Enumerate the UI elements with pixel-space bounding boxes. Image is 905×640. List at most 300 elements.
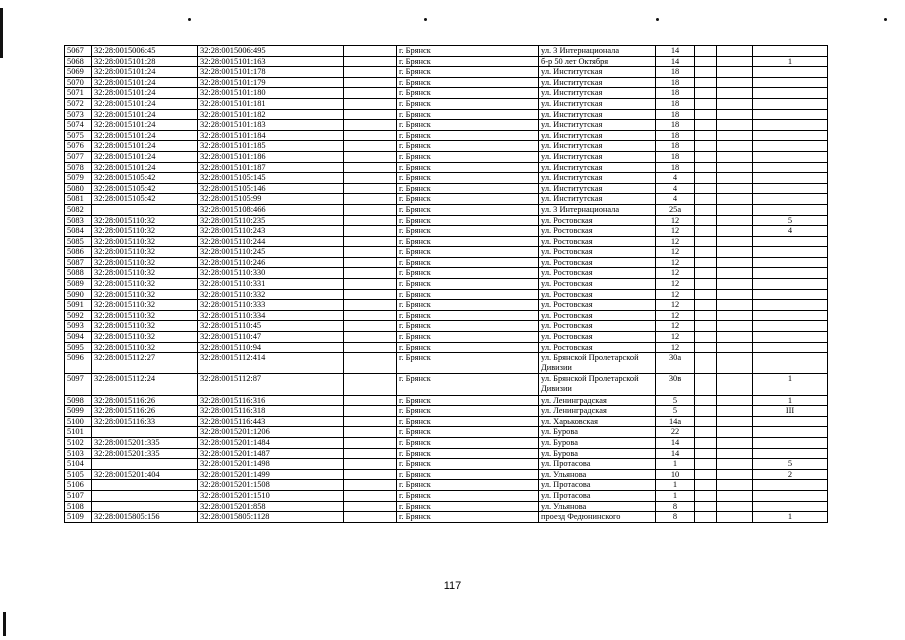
table-row bbox=[65, 501, 828, 512]
house-number-cell: 18 bbox=[656, 88, 695, 99]
street-cell: ул. 3 Интернационала bbox=[539, 204, 656, 215]
house-number-cell: 12 bbox=[656, 321, 695, 332]
land-cadastral-number-cell: 32:28:0015110:32 bbox=[92, 300, 198, 311]
city-cell: г. Брянск bbox=[397, 151, 539, 162]
row-number-cell: 5072 bbox=[65, 98, 92, 109]
table-row bbox=[65, 109, 828, 120]
row-number-cell: 5074 bbox=[65, 120, 92, 131]
row-number-cell: 5108 bbox=[65, 501, 92, 512]
structure-cell bbox=[717, 300, 753, 311]
city-cell: г. Брянск bbox=[397, 88, 539, 99]
empty-column-cell bbox=[344, 437, 397, 448]
apartment-cell bbox=[753, 194, 828, 205]
house-number-cell: 4 bbox=[656, 173, 695, 184]
house-number-cell: 12 bbox=[656, 268, 695, 279]
city-cell: г. Брянск bbox=[397, 162, 539, 173]
land-cadastral-number-cell bbox=[92, 459, 198, 470]
land-cadastral-number-cell: 32:28:0015101:24 bbox=[92, 141, 198, 152]
city-cell: г. Брянск bbox=[397, 46, 539, 57]
object-cadastral-number-cell: 32:28:0015101:186 bbox=[198, 151, 344, 162]
row-number-cell: 5096 bbox=[65, 353, 92, 374]
city-cell: г. Брянск bbox=[397, 183, 539, 194]
city-cell: г. Брянск bbox=[397, 374, 539, 395]
apartment-cell bbox=[753, 448, 828, 459]
land-cadastral-number-cell: 32:28:0015101:24 bbox=[92, 151, 198, 162]
empty-column-cell bbox=[344, 374, 397, 395]
street-cell: ул. Институтская bbox=[539, 130, 656, 141]
land-cadastral-number-cell: 32:28:0015110:32 bbox=[92, 310, 198, 321]
house-number-cell: 14 bbox=[656, 448, 695, 459]
street-cell: ул. Ростовская bbox=[539, 247, 656, 258]
house-number-cell: 18 bbox=[656, 141, 695, 152]
object-cadastral-number-cell: 32:28:0015110:246 bbox=[198, 257, 344, 268]
building-cell bbox=[695, 310, 717, 321]
house-number-cell: 4 bbox=[656, 194, 695, 205]
row-number-cell: 5099 bbox=[65, 406, 92, 417]
street-cell: ул. Брянской Пролетарской Дивизии bbox=[539, 353, 656, 374]
table-row bbox=[65, 448, 828, 459]
object-cadastral-number-cell: 32:28:0015112:87 bbox=[198, 374, 344, 395]
object-cadastral-number-cell: 32:28:0015101:180 bbox=[198, 88, 344, 99]
row-number-cell: 5106 bbox=[65, 480, 92, 491]
building-cell bbox=[695, 374, 717, 395]
street-cell: ул. Институтская bbox=[539, 183, 656, 194]
house-number-cell: 25а bbox=[656, 204, 695, 215]
structure-cell bbox=[717, 162, 753, 173]
row-number-cell: 5085 bbox=[65, 236, 92, 247]
city-cell: г. Брянск bbox=[397, 194, 539, 205]
building-cell bbox=[695, 416, 717, 427]
land-cadastral-number-cell bbox=[92, 427, 198, 438]
structure-cell bbox=[717, 173, 753, 184]
punch-dot bbox=[424, 18, 427, 21]
street-cell: ул. Ростовская bbox=[539, 310, 656, 321]
row-number-cell: 5105 bbox=[65, 469, 92, 480]
street-cell: ул. Ростовская bbox=[539, 279, 656, 290]
apartment-cell: 1 bbox=[753, 395, 828, 406]
land-cadastral-number-cell bbox=[92, 490, 198, 501]
land-cadastral-number-cell: 32:28:0015105:42 bbox=[92, 183, 198, 194]
city-cell: г. Брянск bbox=[397, 130, 539, 141]
street-cell: ул. Харьковская bbox=[539, 416, 656, 427]
object-cadastral-number-cell: 32:28:0015101:185 bbox=[198, 141, 344, 152]
empty-column-cell bbox=[344, 332, 397, 343]
building-cell bbox=[695, 236, 717, 247]
city-cell: г. Брянск bbox=[397, 342, 539, 353]
land-cadastral-number-cell: 32:28:0015101:28 bbox=[92, 56, 198, 67]
land-cadastral-number-cell: 32:28:0015201:335 bbox=[92, 437, 198, 448]
street-cell: ул. Институтская bbox=[539, 141, 656, 152]
house-number-cell: 18 bbox=[656, 67, 695, 78]
house-number-cell: 14 bbox=[656, 56, 695, 67]
apartment-cell bbox=[753, 490, 828, 501]
land-cadastral-number-cell bbox=[92, 501, 198, 512]
empty-column-cell bbox=[344, 416, 397, 427]
table-row bbox=[65, 353, 828, 374]
apartment-cell bbox=[753, 151, 828, 162]
object-cadastral-number-cell: 32:28:0015110:235 bbox=[198, 215, 344, 226]
structure-cell bbox=[717, 67, 753, 78]
empty-column-cell bbox=[344, 215, 397, 226]
city-cell: г. Брянск bbox=[397, 215, 539, 226]
house-number-cell: 10 bbox=[656, 469, 695, 480]
land-cadastral-number-cell: 32:28:0015101:24 bbox=[92, 67, 198, 78]
structure-cell bbox=[717, 437, 753, 448]
city-cell: г. Брянск bbox=[397, 395, 539, 406]
street-cell: ул. Бурова bbox=[539, 437, 656, 448]
row-number-cell: 5093 bbox=[65, 321, 92, 332]
empty-column-cell bbox=[344, 512, 397, 523]
empty-column-cell bbox=[344, 204, 397, 215]
table-row bbox=[65, 512, 828, 523]
table-row bbox=[65, 310, 828, 321]
row-number-cell: 5092 bbox=[65, 310, 92, 321]
city-cell: г. Брянск bbox=[397, 67, 539, 78]
land-cadastral-number-cell: 32:28:0015105:42 bbox=[92, 173, 198, 184]
city-cell: г. Брянск bbox=[397, 512, 539, 523]
house-number-cell: 8 bbox=[656, 501, 695, 512]
street-cell: б-р 50 лет Октября bbox=[539, 56, 656, 67]
house-number-cell: 12 bbox=[656, 300, 695, 311]
house-number-cell: 18 bbox=[656, 98, 695, 109]
land-cadastral-number-cell: 32:28:0015110:32 bbox=[92, 247, 198, 258]
structure-cell bbox=[717, 448, 753, 459]
land-cadastral-number-cell: 32:28:0015805:156 bbox=[92, 512, 198, 523]
building-cell bbox=[695, 46, 717, 57]
object-cadastral-number-cell: 32:28:0015110:45 bbox=[198, 321, 344, 332]
house-number-cell: 14 bbox=[656, 437, 695, 448]
apartment-cell bbox=[753, 67, 828, 78]
apartment-cell: 5 bbox=[753, 215, 828, 226]
table-row bbox=[65, 236, 828, 247]
scan-edge-mark bbox=[0, 8, 3, 58]
object-cadastral-number-cell: 32:28:0015101:179 bbox=[198, 77, 344, 88]
page-number: 117 bbox=[443, 580, 462, 592]
object-cadastral-number-cell: 32:28:0015110:332 bbox=[198, 289, 344, 300]
apartment-cell bbox=[753, 247, 828, 258]
structure-cell bbox=[717, 46, 753, 57]
object-cadastral-number-cell: 32:28:0015116:316 bbox=[198, 395, 344, 406]
street-cell: ул. Ростовская bbox=[539, 236, 656, 247]
table-row bbox=[65, 67, 828, 78]
object-cadastral-number-cell: 32:28:0015110:334 bbox=[198, 310, 344, 321]
object-cadastral-number-cell: 32:28:0015805:1128 bbox=[198, 512, 344, 523]
row-number-cell: 5100 bbox=[65, 416, 92, 427]
table-row bbox=[65, 427, 828, 438]
house-number-cell: 18 bbox=[656, 109, 695, 120]
land-cadastral-number-cell: 32:28:0015101:24 bbox=[92, 98, 198, 109]
object-cadastral-number-cell: 32:28:0015201:1510 bbox=[198, 490, 344, 501]
empty-column-cell bbox=[344, 77, 397, 88]
house-number-cell: 1 bbox=[656, 490, 695, 501]
structure-cell bbox=[717, 374, 753, 395]
city-cell: г. Брянск bbox=[397, 459, 539, 470]
table-row bbox=[65, 332, 828, 343]
apartment-cell bbox=[753, 162, 828, 173]
empty-column-cell bbox=[344, 406, 397, 417]
punch-dot bbox=[884, 18, 887, 21]
street-cell: ул. Институтская bbox=[539, 162, 656, 173]
empty-column-cell bbox=[344, 469, 397, 480]
empty-column-cell bbox=[344, 98, 397, 109]
object-cadastral-number-cell: 32:28:0015201:1487 bbox=[198, 448, 344, 459]
street-cell: ул. Бурова bbox=[539, 427, 656, 438]
street-cell: ул. Институтская bbox=[539, 67, 656, 78]
empty-column-cell bbox=[344, 109, 397, 120]
table-row bbox=[65, 469, 828, 480]
table-row bbox=[65, 162, 828, 173]
apartment-cell bbox=[753, 268, 828, 279]
house-number-cell: 22 bbox=[656, 427, 695, 438]
row-number-cell: 5078 bbox=[65, 162, 92, 173]
row-number-cell: 5088 bbox=[65, 268, 92, 279]
table-row bbox=[65, 480, 828, 491]
punch-dot bbox=[656, 18, 659, 21]
city-cell: г. Брянск bbox=[397, 173, 539, 184]
row-number-cell: 5068 bbox=[65, 56, 92, 67]
house-number-cell: 1 bbox=[656, 459, 695, 470]
apartment-cell: 1 bbox=[753, 512, 828, 523]
row-number-cell: 5067 bbox=[65, 46, 92, 57]
house-number-cell: 18 bbox=[656, 120, 695, 131]
table-row bbox=[65, 374, 828, 395]
structure-cell bbox=[717, 459, 753, 470]
structure-cell bbox=[717, 141, 753, 152]
building-cell bbox=[695, 490, 717, 501]
structure-cell bbox=[717, 98, 753, 109]
land-cadastral-number-cell: 32:28:0015101:24 bbox=[92, 109, 198, 120]
empty-column-cell bbox=[344, 183, 397, 194]
table-row bbox=[65, 194, 828, 205]
street-cell: ул. Бурова bbox=[539, 448, 656, 459]
structure-cell bbox=[717, 268, 753, 279]
apartment-cell bbox=[753, 289, 828, 300]
apartment-cell bbox=[753, 120, 828, 131]
object-cadastral-number-cell: 32:28:0015101:187 bbox=[198, 162, 344, 173]
scan-edge-mark-bottom bbox=[3, 612, 6, 636]
object-cadastral-number-cell: 32:28:0015112:414 bbox=[198, 353, 344, 374]
building-cell bbox=[695, 268, 717, 279]
apartment-cell bbox=[753, 437, 828, 448]
house-number-cell: 14 bbox=[656, 46, 695, 57]
row-number-cell: 5069 bbox=[65, 67, 92, 78]
house-number-cell: 12 bbox=[656, 279, 695, 290]
structure-cell bbox=[717, 109, 753, 120]
street-cell: ул. Протасова bbox=[539, 480, 656, 491]
row-number-cell: 5082 bbox=[65, 204, 92, 215]
empty-column-cell bbox=[344, 342, 397, 353]
house-number-cell: 12 bbox=[656, 332, 695, 343]
building-cell bbox=[695, 300, 717, 311]
house-number-cell: 1 bbox=[656, 480, 695, 491]
land-cadastral-number-cell: 32:28:0015110:32 bbox=[92, 236, 198, 247]
empty-column-cell bbox=[344, 279, 397, 290]
table-row bbox=[65, 300, 828, 311]
building-cell bbox=[695, 151, 717, 162]
street-cell: ул. Ростовская bbox=[539, 226, 656, 237]
building-cell bbox=[695, 215, 717, 226]
row-number-cell: 5095 bbox=[65, 342, 92, 353]
building-cell bbox=[695, 395, 717, 406]
structure-cell bbox=[717, 321, 753, 332]
structure-cell bbox=[717, 501, 753, 512]
building-cell bbox=[695, 427, 717, 438]
object-cadastral-number-cell: 32:28:0015110:244 bbox=[198, 236, 344, 247]
structure-cell bbox=[717, 480, 753, 491]
table-row bbox=[65, 173, 828, 184]
house-number-cell: 12 bbox=[656, 310, 695, 321]
city-cell: г. Брянск bbox=[397, 437, 539, 448]
row-number-cell: 5097 bbox=[65, 374, 92, 395]
empty-column-cell bbox=[344, 448, 397, 459]
house-number-cell: 18 bbox=[656, 151, 695, 162]
apartment-cell bbox=[753, 130, 828, 141]
object-cadastral-number-cell: 32:28:0015105:99 bbox=[198, 194, 344, 205]
object-cadastral-number-cell: 32:28:0015101:181 bbox=[198, 98, 344, 109]
city-cell: г. Брянск bbox=[397, 56, 539, 67]
land-cadastral-number-cell: 32:28:0015101:24 bbox=[92, 88, 198, 99]
table-row bbox=[65, 459, 828, 470]
empty-column-cell bbox=[344, 321, 397, 332]
apartment-cell: 2 bbox=[753, 469, 828, 480]
row-number-cell: 5084 bbox=[65, 226, 92, 237]
row-number-cell: 5071 bbox=[65, 88, 92, 99]
street-cell: ул. Институтская bbox=[539, 194, 656, 205]
row-number-cell: 5086 bbox=[65, 247, 92, 258]
row-number-cell: 5083 bbox=[65, 215, 92, 226]
city-cell: г. Брянск bbox=[397, 469, 539, 480]
apartment-cell bbox=[753, 183, 828, 194]
empty-column-cell bbox=[344, 310, 397, 321]
apartment-cell bbox=[753, 300, 828, 311]
apartment-cell bbox=[753, 427, 828, 438]
table-row bbox=[65, 406, 828, 417]
structure-cell bbox=[717, 353, 753, 374]
row-number-cell: 5070 bbox=[65, 77, 92, 88]
table-row bbox=[65, 215, 828, 226]
city-cell: г. Брянск bbox=[397, 141, 539, 152]
empty-column-cell bbox=[344, 88, 397, 99]
apartment-cell bbox=[753, 416, 828, 427]
row-number-cell: 5098 bbox=[65, 395, 92, 406]
row-number-cell: 5089 bbox=[65, 279, 92, 290]
apartment-cell: 1 bbox=[753, 56, 828, 67]
street-cell: ул. Институтская bbox=[539, 88, 656, 99]
row-number-cell: 5087 bbox=[65, 257, 92, 268]
street-cell: ул. Ростовская bbox=[539, 342, 656, 353]
building-cell bbox=[695, 109, 717, 120]
building-cell bbox=[695, 98, 717, 109]
building-cell bbox=[695, 226, 717, 237]
structure-cell bbox=[717, 88, 753, 99]
apartment-cell bbox=[753, 279, 828, 290]
land-cadastral-number-cell: 32:28:0015110:32 bbox=[92, 226, 198, 237]
row-number-cell: 5094 bbox=[65, 332, 92, 343]
row-number-cell: 5075 bbox=[65, 130, 92, 141]
city-cell: г. Брянск bbox=[397, 406, 539, 417]
land-cadastral-number-cell: 32:28:0015112:27 bbox=[92, 353, 198, 374]
empty-column-cell bbox=[344, 300, 397, 311]
table-row bbox=[65, 395, 828, 406]
table-row bbox=[65, 46, 828, 57]
land-cadastral-number-cell: 32:28:0015110:32 bbox=[92, 342, 198, 353]
table-row bbox=[65, 279, 828, 290]
table-row bbox=[65, 77, 828, 88]
structure-cell bbox=[717, 130, 753, 141]
structure-cell bbox=[717, 120, 753, 131]
apartment-cell bbox=[753, 501, 828, 512]
city-cell: г. Брянск bbox=[397, 257, 539, 268]
row-number-cell: 5076 bbox=[65, 141, 92, 152]
apartment-cell bbox=[753, 480, 828, 491]
land-cadastral-number-cell: 32:28:0015110:32 bbox=[92, 321, 198, 332]
empty-column-cell bbox=[344, 194, 397, 205]
land-cadastral-number-cell: 32:28:0015110:32 bbox=[92, 257, 198, 268]
city-cell: г. Брянск bbox=[397, 490, 539, 501]
table-row bbox=[65, 88, 828, 99]
object-cadastral-number-cell: 32:28:0015110:47 bbox=[198, 332, 344, 343]
empty-column-cell bbox=[344, 289, 397, 300]
building-cell bbox=[695, 88, 717, 99]
object-cadastral-number-cell: 32:28:0015110:94 bbox=[198, 342, 344, 353]
street-cell: ул. Ленинградская bbox=[539, 395, 656, 406]
house-number-cell: 5 bbox=[656, 406, 695, 417]
house-number-cell: 12 bbox=[656, 289, 695, 300]
structure-cell bbox=[717, 490, 753, 501]
apartment-cell: 4 bbox=[753, 226, 828, 237]
structure-cell bbox=[717, 342, 753, 353]
city-cell: г. Брянск bbox=[397, 427, 539, 438]
city-cell: г. Брянск bbox=[397, 204, 539, 215]
apartment-cell bbox=[753, 257, 828, 268]
house-number-cell: 18 bbox=[656, 162, 695, 173]
empty-column-cell bbox=[344, 46, 397, 57]
city-cell: г. Брянск bbox=[397, 321, 539, 332]
object-cadastral-number-cell: 32:28:0015201:858 bbox=[198, 501, 344, 512]
street-cell: ул. Ленинградская bbox=[539, 406, 656, 417]
house-number-cell: 30а bbox=[656, 353, 695, 374]
apartment-cell bbox=[753, 77, 828, 88]
street-cell: ул. Институтская bbox=[539, 120, 656, 131]
city-cell: г. Брянск bbox=[397, 353, 539, 374]
row-number-cell: 5079 bbox=[65, 173, 92, 184]
object-cadastral-number-cell: 32:28:0015116:318 bbox=[198, 406, 344, 417]
structure-cell bbox=[717, 183, 753, 194]
street-cell: проезд Федюнинского bbox=[539, 512, 656, 523]
structure-cell bbox=[717, 395, 753, 406]
land-cadastral-number-cell: 32:28:0015116:33 bbox=[92, 416, 198, 427]
empty-column-cell bbox=[344, 56, 397, 67]
city-cell: г. Брянск bbox=[397, 300, 539, 311]
building-cell bbox=[695, 289, 717, 300]
apartment-cell bbox=[753, 204, 828, 215]
object-cadastral-number-cell: 32:28:0015110:245 bbox=[198, 247, 344, 258]
land-cadastral-number-cell: 32:28:0015116:26 bbox=[92, 406, 198, 417]
object-cadastral-number-cell: 32:28:0015116:443 bbox=[198, 416, 344, 427]
street-cell: ул. Протасова bbox=[539, 490, 656, 501]
city-cell: г. Брянск bbox=[397, 120, 539, 131]
house-number-cell: 5 bbox=[656, 395, 695, 406]
city-cell: г. Брянск bbox=[397, 77, 539, 88]
object-cadastral-number-cell: 32:28:0015110:243 bbox=[198, 226, 344, 237]
street-cell: ул. Ульянова bbox=[539, 501, 656, 512]
apartment-cell bbox=[753, 321, 828, 332]
land-cadastral-number-cell: 32:28:0015110:32 bbox=[92, 289, 198, 300]
apartment-cell: 1 bbox=[753, 374, 828, 395]
table-row bbox=[65, 342, 828, 353]
building-cell bbox=[695, 279, 717, 290]
object-cadastral-number-cell: 32:28:0015105:146 bbox=[198, 183, 344, 194]
